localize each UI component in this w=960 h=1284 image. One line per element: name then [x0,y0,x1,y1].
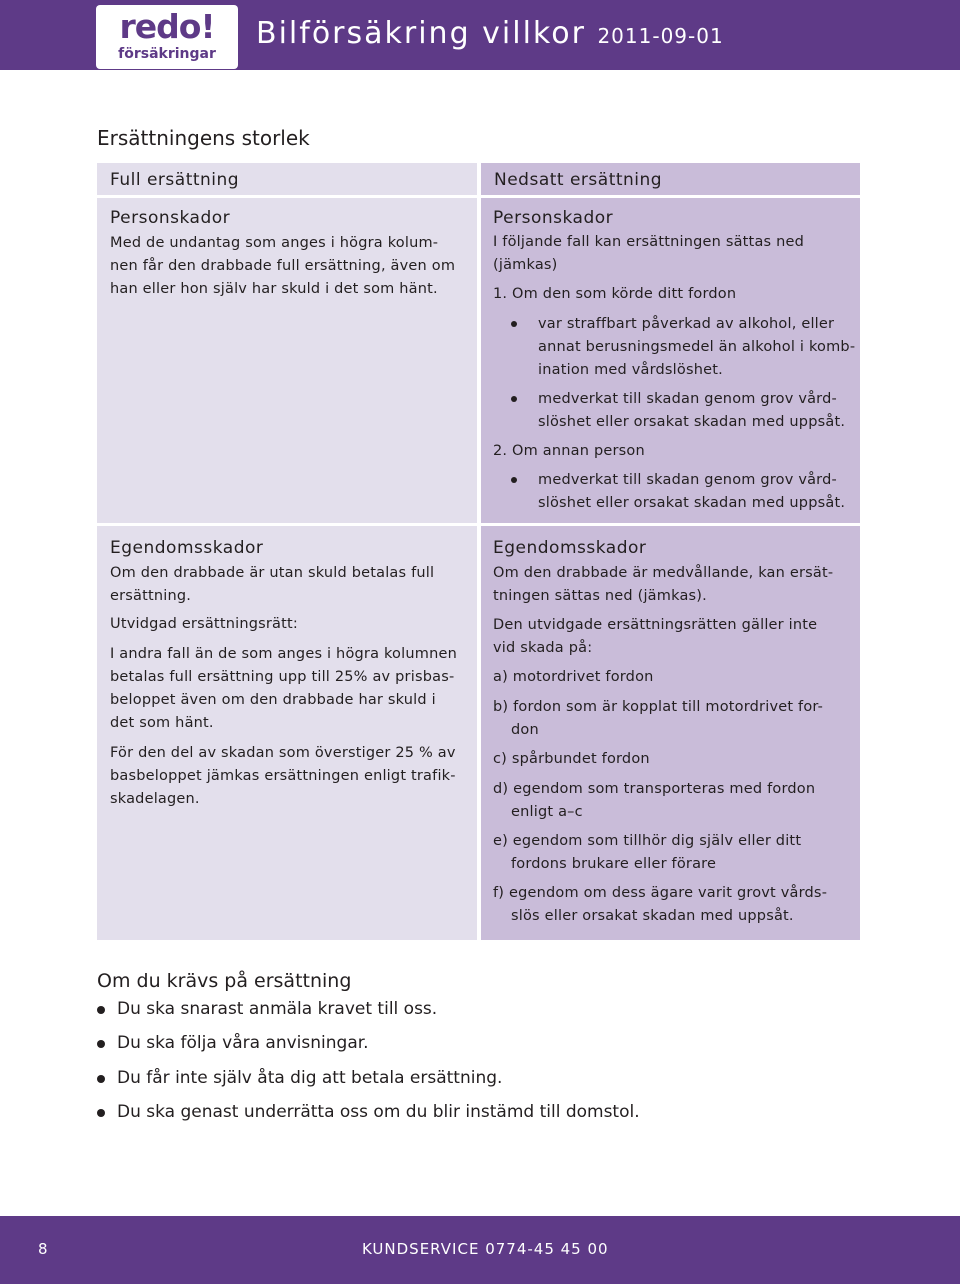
right-bullet-line: ination med vårdslöshet. [538,362,723,378]
left-egendom-line: ersättning. [110,588,192,604]
bullet-dot [97,1109,105,1117]
left-excess-line: skadelagen. [110,791,200,807]
title-text: Bilförsäkring villkor [256,16,586,51]
right-extended-line: vid skada på: [493,640,593,656]
right-intro-line: I följande fall kan ersättningen sättas ned [493,234,805,250]
right-bullet-line: slöshet eller orsakat skadan med uppsåt. [538,495,846,511]
bullet-dot [97,1040,105,1048]
left-other-case-line: betalas full ersättning upp till 25% av prisbas- [110,669,455,685]
right-bullet-line: slöshet eller orsakat skadan med uppsåt. [538,414,846,430]
exclusion-e-cont: fordons brukare eller förare [511,856,717,872]
right-bullet-line: medverkat till skadan genom grov vård- [538,472,837,488]
left-egendom-line: Om den drabbade är utan skuld betalas full [110,565,435,581]
claims-item: Du får inte själv åta dig att betala ersättning. [117,1068,503,1088]
left-column-heading: Full ersättning [110,170,240,190]
right-column-heading: Nedsatt ersättning [494,170,663,190]
full-compensation-column [97,163,477,940]
bullet-dot [511,396,517,402]
claims-title: Om du krävs på ersättning [97,970,352,992]
left-excess-line: basbeloppet jämkas ersättningen enligt trafik- [110,768,456,784]
left-person-line: nen får den drabbade full ersättning, även om [110,258,456,274]
left-excess-line: För den del av skadan som överstiger 25 % av [110,745,456,761]
right-column-header [481,163,860,198]
bullet-dot [511,477,517,483]
exclusion-f: f) egendom om dess ägare varit grovt vårds- [493,885,828,901]
page-header [0,0,960,70]
page-number: 8 [38,1240,48,1258]
section-title: Ersättningens storlek [97,126,310,150]
right-bullet-line: annat berusningsmedel än alkohol i komb- [538,339,856,355]
right-bullet-line: medverkat till skadan genom grov vård- [538,391,837,407]
left-person-heading: Personskador [110,208,231,228]
exclusion-b: b) fordon som är kopplat till motordrivet for- [493,699,824,715]
left-other-case-line: beloppet även om den drabbade har skuld i [110,692,436,708]
left-divider [97,523,477,526]
extended-rights-heading: Utvidgad ersättningsrätt: [110,616,298,632]
reduced-compensation-column [481,163,860,940]
right-item-1: 1. Om den som körde ditt fordon [493,286,737,302]
left-other-case-line: I andra fall än de som anges i högra kolumnen [110,646,457,662]
right-egendom-line: Om den drabbade är medvållande, kan ersät- [493,565,834,581]
logo-wordmark: redo! [119,7,215,46]
right-bullet-line: var straffbart påverkad av alkohol, eller [538,316,835,332]
claims-item: Du ska följa våra anvisningar. [117,1033,369,1053]
right-egendom-line: tningen sättas ned (jämkas). [493,588,707,604]
left-person-line: Med de undantag som anges i högra kolum- [110,235,439,251]
exclusion-c: c) spårbundet fordon [493,751,650,767]
bullet-dot [511,321,517,327]
document-title [256,16,724,51]
exclusion-b-cont: don [511,722,539,738]
right-egendom-heading: Egendomsskador [493,538,647,558]
exclusion-f-cont: slös eller orsakat skadan med uppsåt. [511,908,794,924]
redo-logo [96,5,238,69]
customer-service: KUNDSERVICE 0774-45 45 00 [362,1240,609,1258]
right-person-heading: Personskador [493,208,614,228]
claims-item: Du ska genast underrätta oss om du blir instämd till domstol. [117,1102,640,1122]
right-item-2: 2. Om annan person [493,443,645,459]
left-column-header [97,163,477,198]
logo-subtitle: försäkringar [118,46,216,62]
exclusion-e: e) egendom som tillhör dig själv eller ditt [493,833,802,849]
right-extended-line: Den utvidgade ersättningsrätten gäller inte [493,617,818,633]
claims-item: Du ska snarast anmäla kravet till oss. [117,999,438,1019]
exclusion-d: d) egendom som transporteras med fordon [493,781,816,797]
page-footer [0,1216,960,1284]
left-egendom-heading: Egendomsskador [110,538,264,558]
document-date: 2011-09-01 [597,24,724,48]
bullet-dot [97,1075,105,1083]
left-other-case-line: det som hänt. [110,715,214,731]
right-divider [481,523,860,526]
exclusion-d-cont: enligt a–c [511,804,583,820]
exclusion-a: a) motordrivet fordon [493,669,654,685]
right-intro-line: (jämkas) [493,257,558,273]
left-person-line: han eller hon själv har skuld i det som hänt. [110,281,438,297]
bullet-dot [97,1006,105,1014]
